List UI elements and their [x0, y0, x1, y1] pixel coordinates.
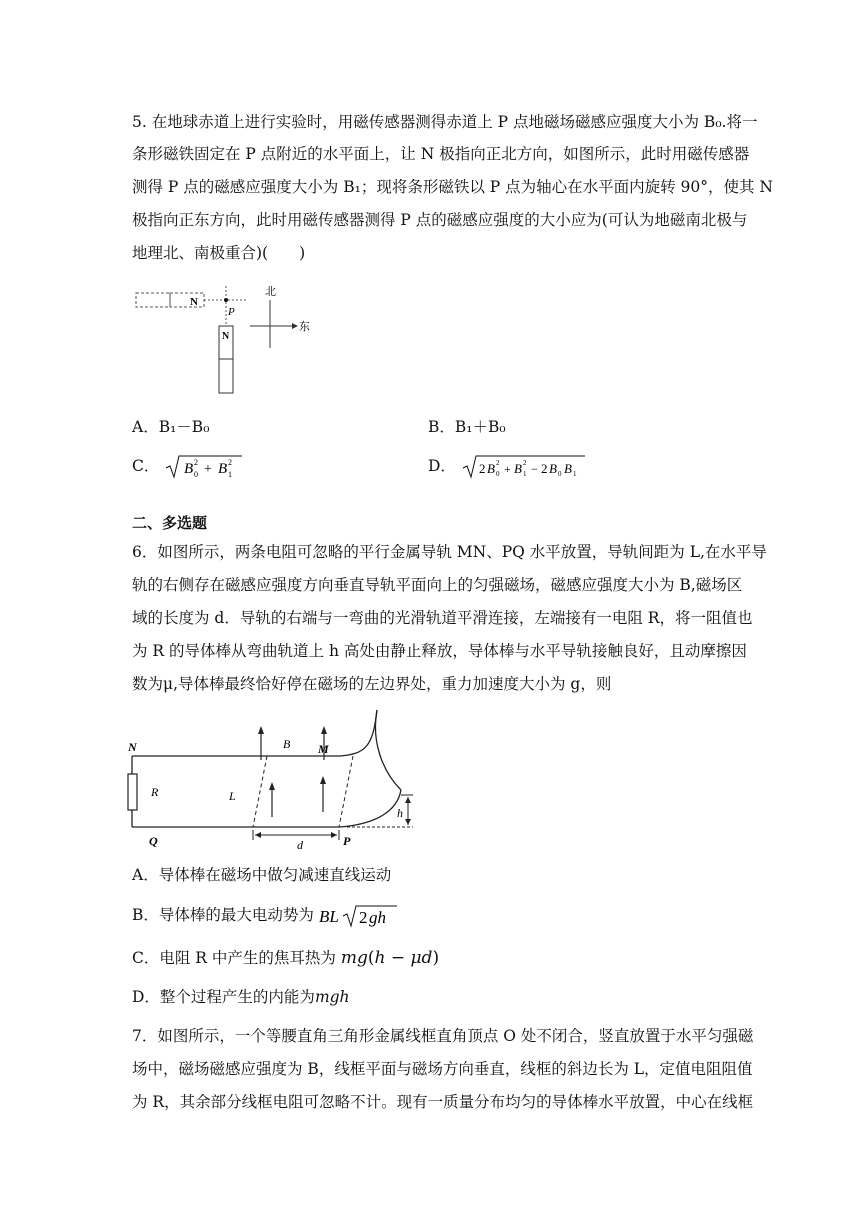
dashed-magnet-s [136, 293, 170, 307]
svg-text:2: 2 [228, 458, 233, 467]
label-p: P [343, 834, 351, 848]
q5-line-5: 地理北、南极重合)( ) [132, 244, 306, 262]
svg-text:B: B [513, 461, 522, 476]
label-r: R [151, 785, 159, 799]
svg-text:B: B [548, 461, 557, 476]
svg-text:2: 2 [358, 908, 368, 927]
q6-option-d [132, 986, 350, 1008]
curved-track-bottom [340, 790, 401, 827]
svg-text:2: 2 [540, 461, 548, 476]
svg-text:BL: BL [318, 907, 339, 926]
svg-text:1: 1 [572, 470, 577, 478]
q5-option-c [132, 454, 244, 480]
q6-option-d-formula: mgh [314, 988, 350, 1006]
svg-text:1: 1 [522, 470, 527, 478]
svg-text:gh: gh [368, 908, 386, 927]
dashed-magnet-n [170, 293, 204, 307]
q6-rail-figure [125, 702, 425, 852]
q6-line-4: 为 R 的导体棒从弯曲轨道上 h 高处由静止释放，导体棒与水平导轨接触良好，且动摩擦因 [132, 642, 747, 660]
label-m: M [318, 742, 329, 756]
svg-text:−: − [530, 462, 538, 476]
q5-option-a: A．B₁－B₀ [132, 418, 210, 436]
q6-option-c [132, 947, 439, 969]
svg-text:B: B [218, 461, 228, 477]
svg-text:0: 0 [495, 470, 500, 478]
q5-option-c-label: C． [132, 457, 160, 475]
q5-line-3: 测得 P 点的磁感应强度大小为 B₁；现将条形磁铁以 P 点为轴心在水平面内旋转 90°，使其 N [132, 178, 773, 196]
label-b: B [283, 737, 291, 751]
q6-line-2: 轨的右侧存在磁感应强度方向垂直导轨平面向上的匀强磁场，磁感应强度大小为 B,磁场区 [132, 576, 743, 594]
q6-option-d-label: D．整个过程产生的内能为 [132, 988, 315, 1006]
section-title: 二、多选题 [132, 514, 208, 532]
q5-option-b: B．B₁＋B₀ [428, 418, 506, 436]
svg-text:2: 2 [194, 458, 199, 467]
label-h: h [397, 806, 403, 820]
label-n: N [128, 740, 137, 754]
q5-option-d-formula [461, 454, 587, 480]
q6-option-b [132, 903, 399, 929]
q5-magnet-figure [130, 282, 310, 397]
q6-option-c-formula-rest: (h − μd) [367, 948, 440, 968]
svg-text:0: 0 [194, 470, 199, 479]
east-label: 东 [299, 321, 310, 333]
curved-track-top [340, 710, 377, 756]
q6-option-b-label: B．导体棒的最大电动势为 [132, 906, 314, 924]
field-right-boundary [339, 756, 353, 827]
magnet-s-pole [219, 359, 233, 393]
q7-line-1: 7．如图所示，一个等腰直角三角形金属线框直角顶点 O 处不闭合，竖直放置于水平匀强磁 [132, 1027, 754, 1045]
svg-text:2: 2 [478, 461, 486, 476]
svg-text:2: 2 [495, 459, 500, 467]
q5-line-1: 5. 在地球赤道上进行实验时，用磁传感器测得赤道上 P 点地磁场磁感应强度大小为 B₀.将一 [132, 113, 758, 131]
q5-option-c-formula [164, 454, 244, 480]
dashed-n-label: N [190, 296, 198, 308]
magnet-n-label: N [222, 331, 230, 342]
label-q: Q [149, 834, 158, 848]
svg-text:B: B [184, 461, 194, 477]
svg-text:1: 1 [228, 470, 233, 479]
q6-option-c-formula: mg [340, 948, 368, 968]
svg-text:+: + [503, 462, 511, 476]
q7-line-3: 为 R，其余部分线框电阻可忽略不计。现有一质量分布均匀的导体棒水平放置，中心在线框 [132, 1093, 754, 1111]
q5-option-d [428, 454, 587, 480]
q6-option-b-formula [319, 903, 399, 929]
q6-option-a: A．导体棒在磁场中做匀减速直线运动 [132, 866, 392, 884]
q6-line-5: 数为μ,导体棒最终恰好停在磁场的左边界处，重力加速度大小为 g，则 [132, 675, 612, 693]
svg-text:2: 2 [522, 459, 527, 467]
field-left-boundary [253, 756, 267, 827]
q5-line-4: 极指向正东方向，此时用磁传感器测得 P 点的磁感应强度的大小应为(可认为地磁南北极与 [132, 211, 748, 229]
point-p [224, 298, 228, 302]
svg-text:B: B [486, 461, 495, 476]
q6-line-1: 6．如图所示，两条电阻可忽略的平行金属导轨 MN、PQ 水平放置，导轨间距为 L,在水平导 [132, 543, 767, 561]
label-l: L [229, 789, 236, 803]
q7-line-2: 场中，磁场磁感应强度为 B，线框平面与磁场方向垂直，线框的斜边长为 L，定值电阻阻值 [132, 1060, 753, 1078]
q6-option-c-label: C．电阻 R 中产生的焦耳热为 [132, 949, 336, 967]
svg-text:+: + [204, 462, 213, 477]
svg-text:0: 0 [557, 470, 562, 478]
p-label: P [228, 306, 235, 318]
north-label: 北 [265, 286, 276, 298]
q6-line-3: 域的长度为 d．导轨的右端与一弯曲的光滑轨道平滑连接，左端接有一电阻 R，将一阻值也 [132, 609, 753, 627]
svg-text:B: B [563, 461, 572, 476]
q5-option-d-label: D． [428, 457, 456, 475]
label-d: d [297, 838, 303, 852]
q5-line-2: 条形磁铁固定在 P 点附近的水平面上，让 N 极指向正北方向，如图所示，此时用磁传感器 [132, 145, 750, 163]
resistor [128, 774, 137, 810]
